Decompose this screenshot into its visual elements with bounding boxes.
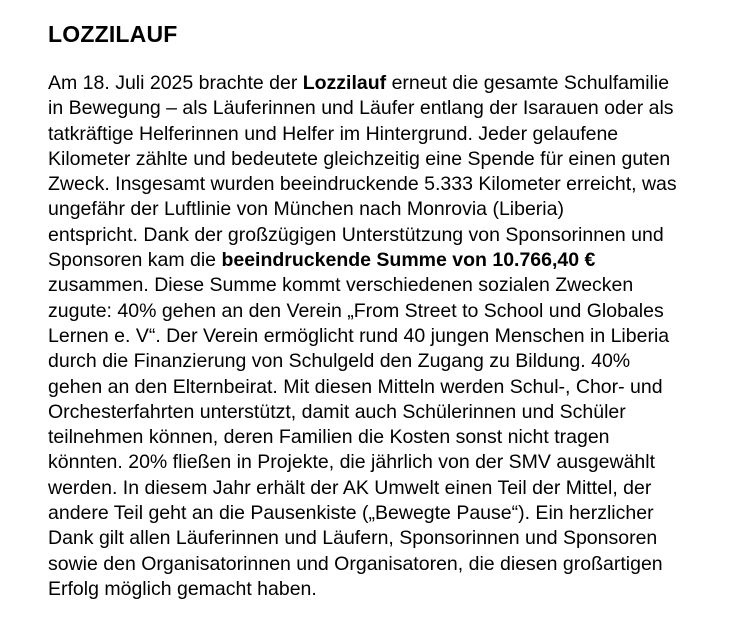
text-segment: Sponsoren kam die [48, 249, 222, 272]
text-segment: Am 18. Juli 2025 brachte der [48, 72, 303, 94]
text-line [48, 248, 725, 273]
text-segment: erneut die gesamte Schulfamilie [386, 72, 670, 94]
text-segment: werden. In diesem Jahr erhält der AK Umwelt einen Teil der Mittel, der [48, 476, 652, 499]
text-line [48, 349, 725, 374]
text-segment: Zweck. Insgesamt wurden beeindruckende 5.333 Kilometer erreicht, was [48, 173, 677, 196]
text-line [48, 223, 725, 248]
text-line [48, 96, 725, 121]
text-line [48, 577, 725, 602]
bold-text-segment: beeindruckende Summe von 10.766,40 € [221, 249, 596, 272]
text-line [48, 375, 725, 400]
text-segment: Kilometer zählte und bedeutete gleichzeitig eine Spende für einen guten [48, 147, 671, 170]
text-segment: gehen an den Elternbeirat. Mit diesen Mitteln werden Schul-, Chor- und [48, 375, 663, 398]
text-line [48, 526, 725, 551]
text-line [48, 299, 725, 324]
text-line [48, 400, 725, 425]
text-segment: Orchesterfahrten unterstützt, damit auch Schülerinnen und Schüler [48, 400, 626, 423]
article-body [48, 71, 725, 602]
text-segment: entspricht. Dank der großzügigen Unterstützung von Sponsorinnen und [48, 223, 664, 246]
text-line [48, 147, 725, 172]
text-segment: ungefähr der Luftlinie von München nach Monrovia (Liberia) [48, 198, 564, 221]
text-segment: teilnehmen können, deren Familien die Kosten sonst nicht tragen [48, 426, 610, 449]
text-segment: zugute: 40% gehen an den Verein „From Street to School und Globales [48, 299, 664, 322]
page-title: LOZZILAUF [48, 21, 178, 47]
text-line [48, 501, 725, 526]
text-line [48, 476, 725, 501]
text-segment: durch die Finanzierung von Schulgeld den Zugang zu Bildung. 40% [48, 350, 631, 373]
text-segment: in Bewegung – als Läuferinnen und Läufer entlang der Isarauen oder als [48, 97, 674, 120]
text-line [48, 172, 725, 197]
text-line [48, 552, 725, 577]
text-segment: tatkräftige Helferinnen und Helfer im Hintergrund. Jeder gelaufene [48, 122, 619, 145]
text-segment: Erfolg möglich gemacht haben. [48, 577, 317, 600]
text-line [48, 273, 725, 298]
text-segment: andere Teil geht an die Pausenkiste („Bewegte Pause“). Ein herzlicher [48, 502, 654, 525]
text-segment: zusammen. Diese Summe kommt verschiedenen sozialen Zwecken [48, 274, 634, 297]
text-line [48, 425, 725, 450]
text-line [48, 122, 725, 147]
bold-text-segment: Lozzilauf [302, 72, 387, 94]
text-segment: Dank gilt allen Läuferinnen und Läufern, Sponsorinnen und Sponsoren [48, 527, 658, 550]
text-segment: sowie den Organisatorinnen und Organisatoren, die diesen großartigen [48, 552, 663, 575]
text-line [48, 324, 725, 349]
text-segment: Lernen e. V“. Der Verein ermöglicht rund 40 jungen Menschen in Liberia [48, 324, 670, 347]
text-line [48, 71, 725, 96]
text-segment: könnten. 20% fließen in Projekte, die jährlich von der SMV ausgewählt [48, 451, 656, 474]
text-line [48, 197, 725, 222]
text-line [48, 450, 725, 475]
